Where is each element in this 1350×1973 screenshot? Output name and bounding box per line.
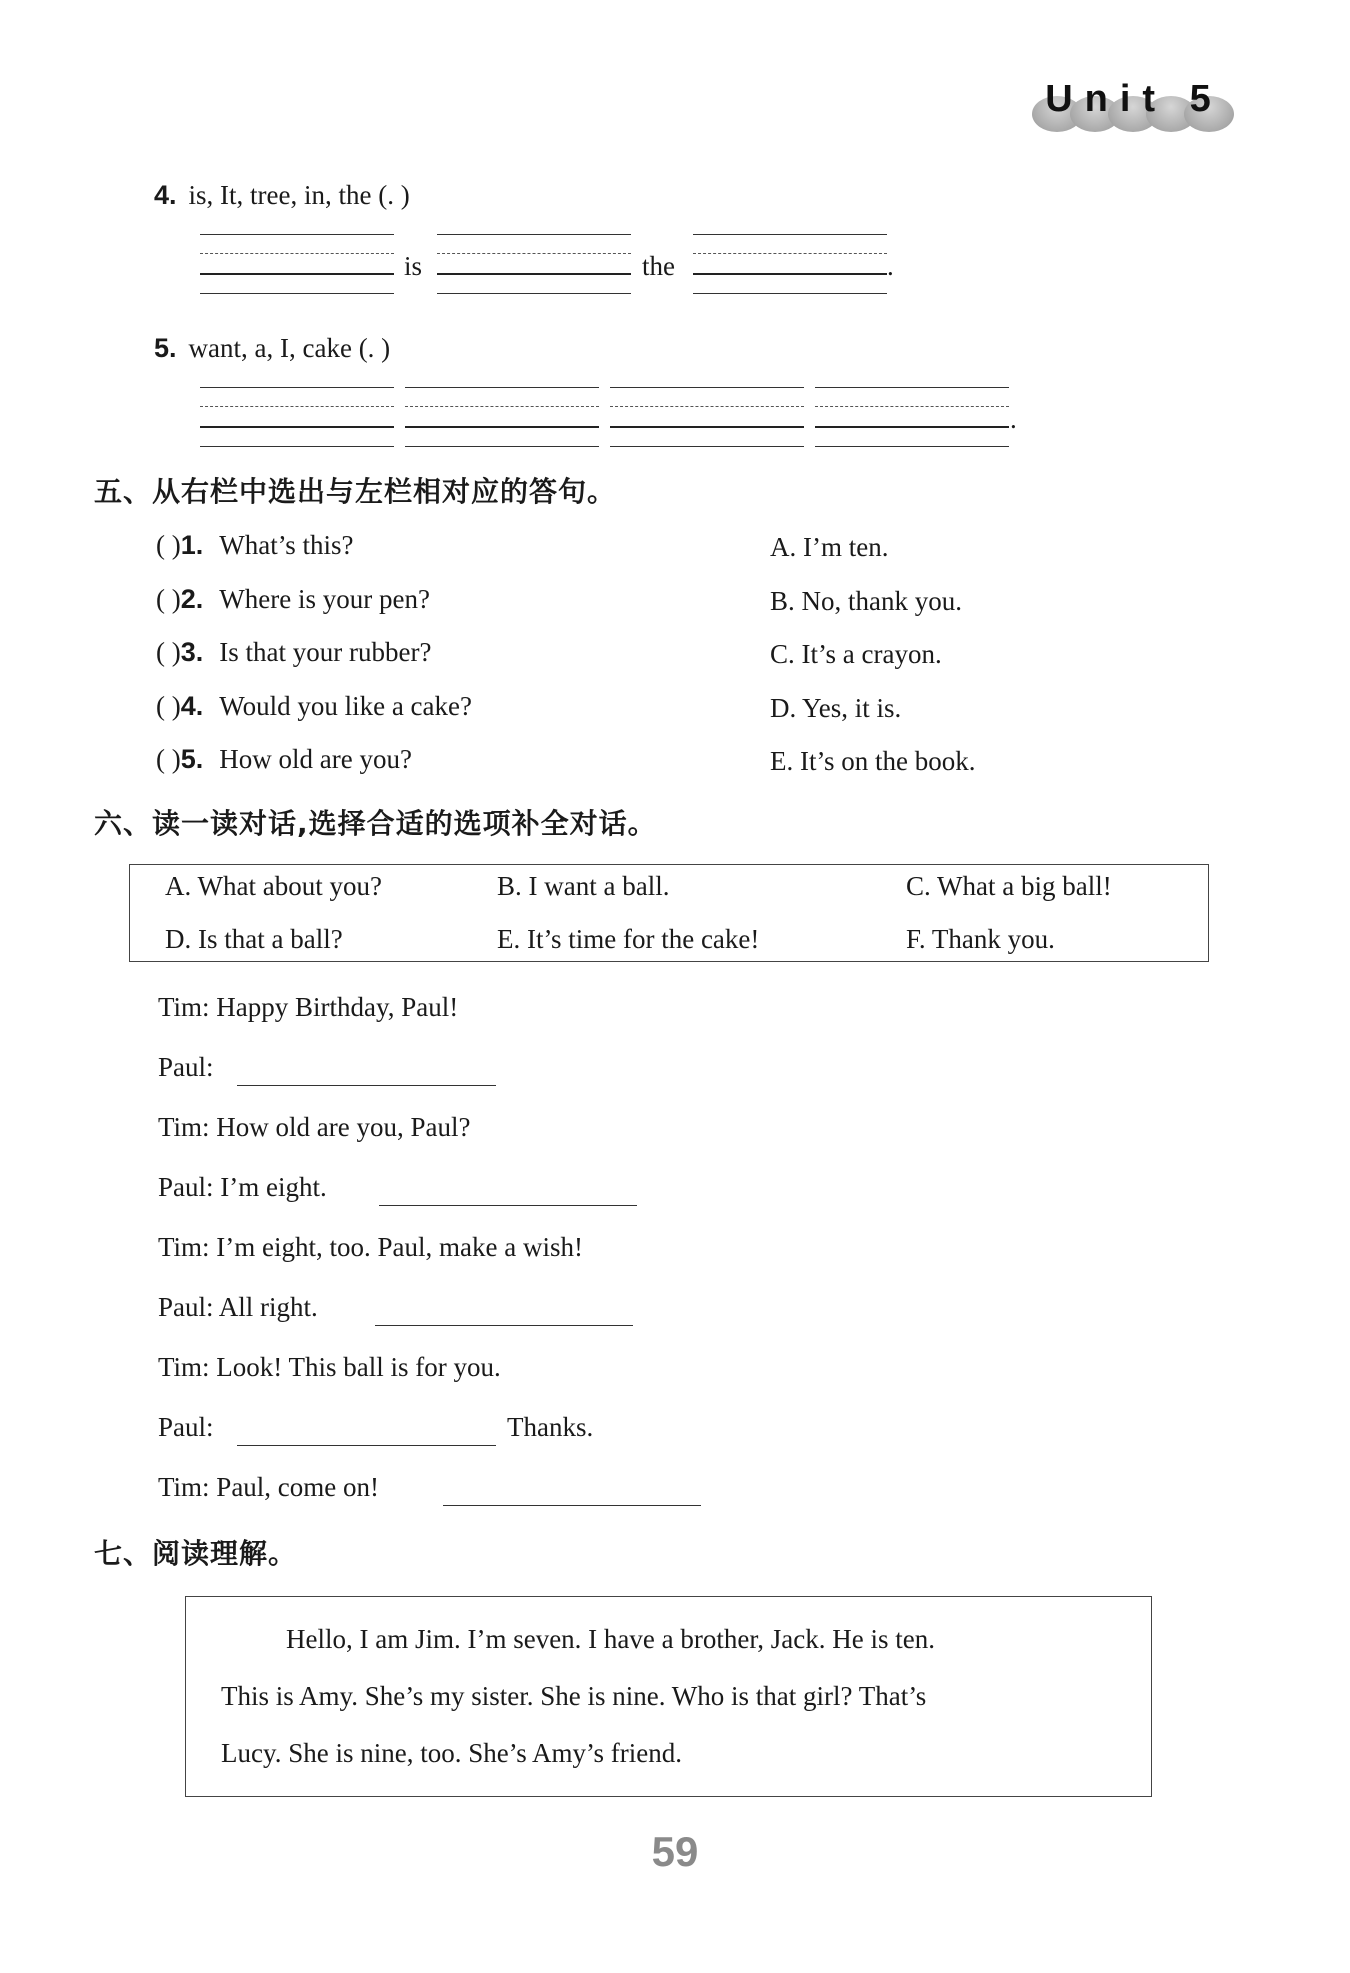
answer-paren[interactable]: ( ): [156, 530, 181, 560]
q5-writing-grid-2[interactable]: [405, 387, 599, 447]
dialogue-line-3: Tim: How old are you, Paul?: [158, 1112, 471, 1142]
q5-writing-grid-3[interactable]: [610, 387, 804, 447]
dialogue-thanks: Thanks.: [507, 1412, 594, 1442]
section6-title: 六、读一读对话,选择合适的选项补全对话。: [94, 807, 657, 840]
answer-blank-2[interactable]: [379, 1205, 637, 1206]
q4-writing-grid-1[interactable]: [200, 234, 394, 294]
dialogue-line-6: Paul: All right.: [158, 1292, 318, 1322]
match-item-5: ( )5. How old are you?: [156, 744, 412, 774]
reply-option-d: D. Yes, it is.: [770, 693, 902, 723]
q5-prompt: want, a, I, cake (. ): [188, 333, 391, 363]
answer-paren[interactable]: ( ): [156, 691, 181, 721]
q4-word-is: is: [404, 251, 423, 281]
dialogue-line-1: Tim: Happy Birthday, Paul!: [158, 992, 459, 1022]
q4-number: 4.: [154, 180, 177, 210]
dialogue-line-4: Paul: I’m eight.: [158, 1172, 327, 1202]
q4-writing-grid-2[interactable]: [437, 234, 631, 294]
q5-line: [154, 333, 390, 364]
dialogue-option-a: A. What about you?: [165, 871, 382, 901]
q4-end-mark: .: [887, 251, 894, 281]
dialogue-option-b: B. I want a ball.: [497, 871, 670, 901]
dialogue-line-9: Tim: Paul, come on!: [158, 1472, 380, 1502]
unit-badge: [1032, 78, 1236, 130]
section5-title: 五、从右栏中选出与左栏相对应的答句。: [94, 475, 617, 508]
q5-writing-grid-4[interactable]: [815, 387, 1009, 447]
answer-blank-5[interactable]: [443, 1505, 701, 1506]
match-item-3: ( )3. Is that your rubber?: [156, 637, 432, 667]
q5-number: 5.: [154, 333, 177, 363]
passage-line-3: Lucy. She is nine, too. She’s Amy’s friend.: [221, 1738, 682, 1768]
passage-line-2: This is Amy. She’s my sister. She is nine. Who is that girl? That’s: [221, 1681, 927, 1711]
answer-paren[interactable]: ( ): [156, 584, 181, 614]
reply-option-e: E. It’s on the book.: [770, 746, 976, 776]
q4-word-the: the: [642, 251, 675, 281]
reply-option-c: C. It’s a crayon.: [770, 639, 942, 669]
reply-option-b: B. No, thank you.: [770, 586, 962, 616]
section7-title: 七、阅读理解。: [94, 1537, 298, 1570]
answer-paren[interactable]: ( ): [156, 744, 181, 774]
dialogue-option-f: F. Thank you.: [906, 924, 1055, 954]
reply-option-a: A. I’m ten.: [770, 532, 889, 562]
dialogue-line-8: Paul:: [158, 1412, 214, 1442]
dialogue-line-7: Tim: Look! This ball is for you.: [158, 1352, 501, 1382]
match-item-2: ( )2. Where is your pen?: [156, 584, 430, 614]
answer-blank-3[interactable]: [375, 1325, 633, 1326]
unit-label: Unit 5: [1045, 78, 1223, 120]
page-number: 59: [651, 1828, 699, 1875]
q4-writing-grid-3[interactable]: [693, 234, 887, 294]
answer-blank-1[interactable]: [237, 1085, 496, 1086]
answer-blank-4[interactable]: [237, 1445, 496, 1446]
dialogue-line-5: Tim: I’m eight, too. Paul, make a wish!: [158, 1232, 583, 1262]
match-item-4: ( )4. Would you like a cake?: [156, 691, 472, 721]
answer-paren[interactable]: ( ): [156, 637, 181, 667]
match-item-1: ( )1. What’s this?: [156, 530, 354, 560]
q5-writing-grid-1[interactable]: [200, 387, 394, 447]
q4-prompt: is, It, tree, in, the (. ): [188, 180, 410, 210]
q4-line: [154, 180, 410, 211]
dialogue-option-c: C. What a big ball!: [906, 871, 1112, 901]
passage-line-1: Hello, I am Jim. I’m seven. I have a brother, Jack. He is ten.: [286, 1624, 935, 1654]
dialogue-line-2: Paul:: [158, 1052, 214, 1082]
q5-end-mark: .: [1010, 404, 1017, 434]
dialogue-option-e: E. It’s time for the cake!: [497, 924, 760, 954]
dialogue-option-d: D. Is that a ball?: [165, 924, 343, 954]
